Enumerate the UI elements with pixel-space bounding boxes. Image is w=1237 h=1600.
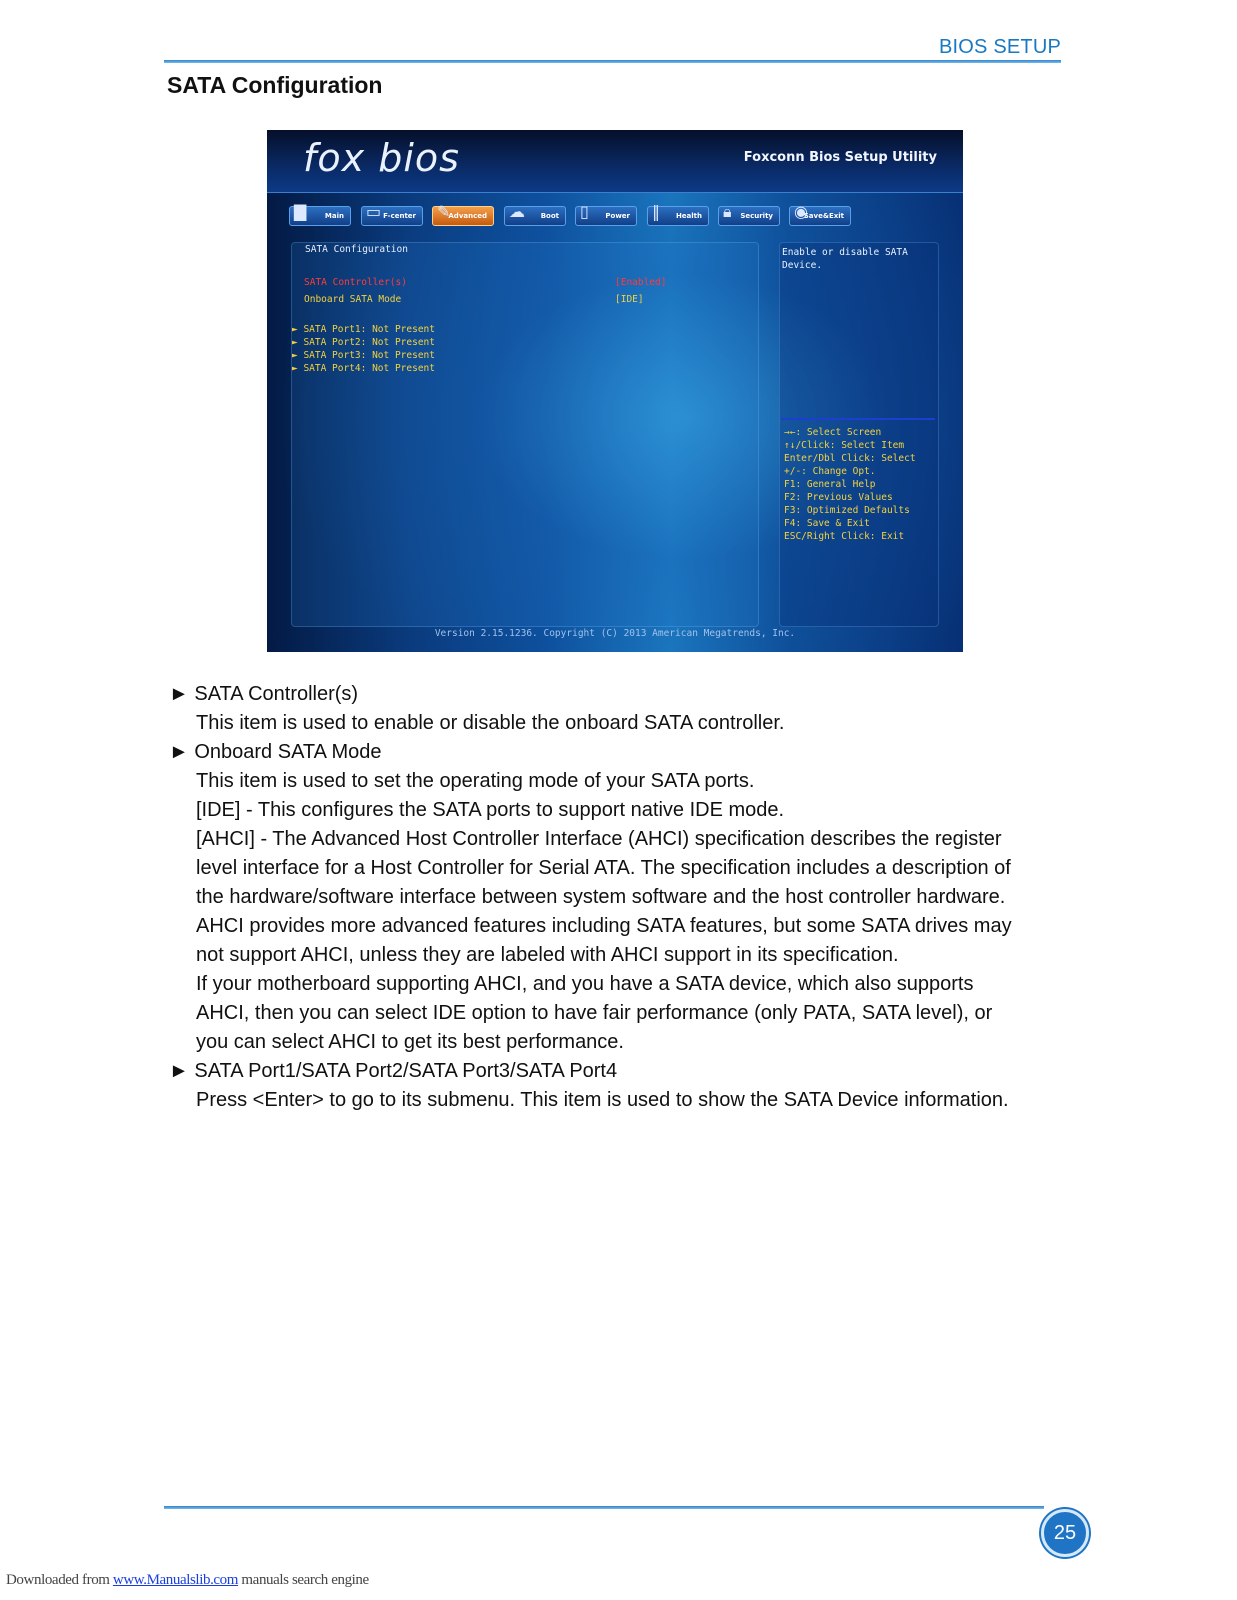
key-hint: F1: General Help (784, 479, 876, 490)
desc-heading-sata-controllers: ► SATA Controller(s) (169, 683, 359, 705)
footer-divider (164, 1506, 1044, 1509)
desc-text: [AHCI] - The Advanced Host Controller Interface (AHCI) specification describes the register (196, 828, 1002, 850)
setting-sata-controllers[interactable]: SATA Controller(s) (304, 277, 407, 288)
key-hint: Enter/Dbl Click: Select (784, 453, 916, 464)
desc-text: level interface for a Host Controller for Serial ATA. The specification includes a description of (196, 857, 1011, 879)
desc-text: [IDE] - This configures the SATA ports to support native IDE mode. (196, 799, 785, 821)
tab-label: F-center (383, 212, 416, 220)
tab-label: Advanced (448, 212, 487, 220)
tab-save-exit[interactable] (789, 202, 851, 226)
key-hint: F3: Optimized Defaults (784, 505, 910, 516)
credit-suffix: manuals search engine (238, 1572, 369, 1588)
boot-icon: ☁ (509, 202, 525, 221)
key-hint: +/-: Change Opt. (784, 466, 876, 477)
setting-onboard-sata-mode-value[interactable]: [IDE] (615, 294, 644, 305)
credit-prefix: Downloaded from (6, 1572, 113, 1588)
wrench-icon: ✎ (437, 202, 451, 221)
tab-label: Main (324, 212, 344, 220)
tab-label: Health (675, 212, 702, 220)
key-hint: F4: Save & Exit (784, 518, 870, 529)
bios-screen-title: SATA Configuration (305, 244, 408, 255)
tab-main[interactable] (289, 202, 351, 226)
bios-tab-bar (289, 202, 859, 230)
desc-heading-onboard-sata-mode: ► Onboard SATA Mode (169, 741, 382, 763)
desc-text: Press <Enter> to go to its submenu. This item is used to show the SATA Device information. (196, 1089, 1009, 1111)
desc-text: not support AHCI, unless they are labeled with AHCI support in its specification. (196, 944, 899, 966)
tab-advanced[interactable] (432, 202, 494, 226)
key-hint: ESC/Right Click: Exit (784, 531, 905, 542)
bios-help-text: Enable or disable SATA Device. (782, 247, 908, 271)
bios-key-legend (784, 426, 916, 543)
desc-text: If your motherboard supporting AHCI, and you have a SATA device, which also supports (196, 973, 974, 995)
key-hint: ↑↓/Click: Select Item (784, 440, 905, 451)
tab-label: Boot (540, 212, 559, 220)
tab-label: Power (605, 212, 630, 220)
save-icon: ◉ (794, 202, 808, 221)
desc-text: This item is used to set the operating mode of your SATA ports. (196, 770, 755, 792)
manualslib-link[interactable]: www.Manualslib.com (112, 1572, 239, 1588)
desc-text: the hardware/software interface between system software and the host controller hardware. (196, 886, 1006, 908)
thermometer-icon: ‖ (652, 202, 660, 221)
submenu-sata-port3[interactable]: ► SATA Port3: Not Present (292, 350, 435, 361)
header-divider (164, 60, 1061, 63)
submenu-sata-port4[interactable]: ► SATA Port4: Not Present (292, 363, 435, 374)
tab-health[interactable] (647, 202, 709, 226)
submenu-sata-port2[interactable]: ► SATA Port2: Not Present (292, 337, 435, 348)
tab-power[interactable] (575, 202, 637, 226)
bios-utility-title: Foxconn Bios Setup Utility (743, 150, 937, 165)
tab-label: Security (740, 212, 773, 220)
desc-text: AHCI, then you can select IDE option to have fair performance (only PATA, SATA level), or (196, 1002, 993, 1024)
tab-f-center[interactable] (361, 202, 423, 226)
tab-label: Save&Exit (803, 212, 844, 220)
page-title: SATA Configuration (167, 72, 383, 98)
lock-icon: 🔒︎ (723, 202, 732, 221)
desktop-icon: ▇ (294, 202, 307, 221)
monitor-icon: ▭ (366, 202, 382, 221)
desc-text: AHCI provides more advanced features including SATA features, but some SATA drives may (196, 915, 1012, 937)
tab-security[interactable] (718, 202, 780, 226)
bios-screenshot (267, 130, 963, 652)
bios-version: Version 2.15.1236. Copyright (C) 2013 American Megatrends, Inc. (434, 628, 796, 639)
desc-text: you can select AHCI to get its best performance. (196, 1031, 624, 1053)
desc-text: This item is used to enable or disable the onboard SATA controller. (196, 712, 785, 734)
key-hint: →←: Select Screen (784, 427, 882, 438)
desc-heading-sata-ports: ► SATA Port1/SATA Port2/SATA Port3/SATA Port4 (169, 1060, 618, 1082)
header-section-title: BIOS SETUP (938, 36, 1061, 58)
help-divider (781, 418, 935, 420)
submenu-sata-port1[interactable]: ► SATA Port1: Not Present (292, 324, 435, 335)
page-number-badge: 25 (1041, 1509, 1089, 1557)
setting-sata-controllers-value[interactable]: [Enabled] (615, 277, 667, 288)
setting-onboard-sata-mode[interactable]: Onboard SATA Mode (304, 294, 402, 305)
download-credit (6, 1572, 369, 1589)
key-hint: F2: Previous Values (784, 492, 893, 503)
tab-boot[interactable] (504, 202, 566, 226)
power-icon: ▯ (580, 202, 589, 221)
fox-bios-logo: fox bios (303, 136, 460, 180)
